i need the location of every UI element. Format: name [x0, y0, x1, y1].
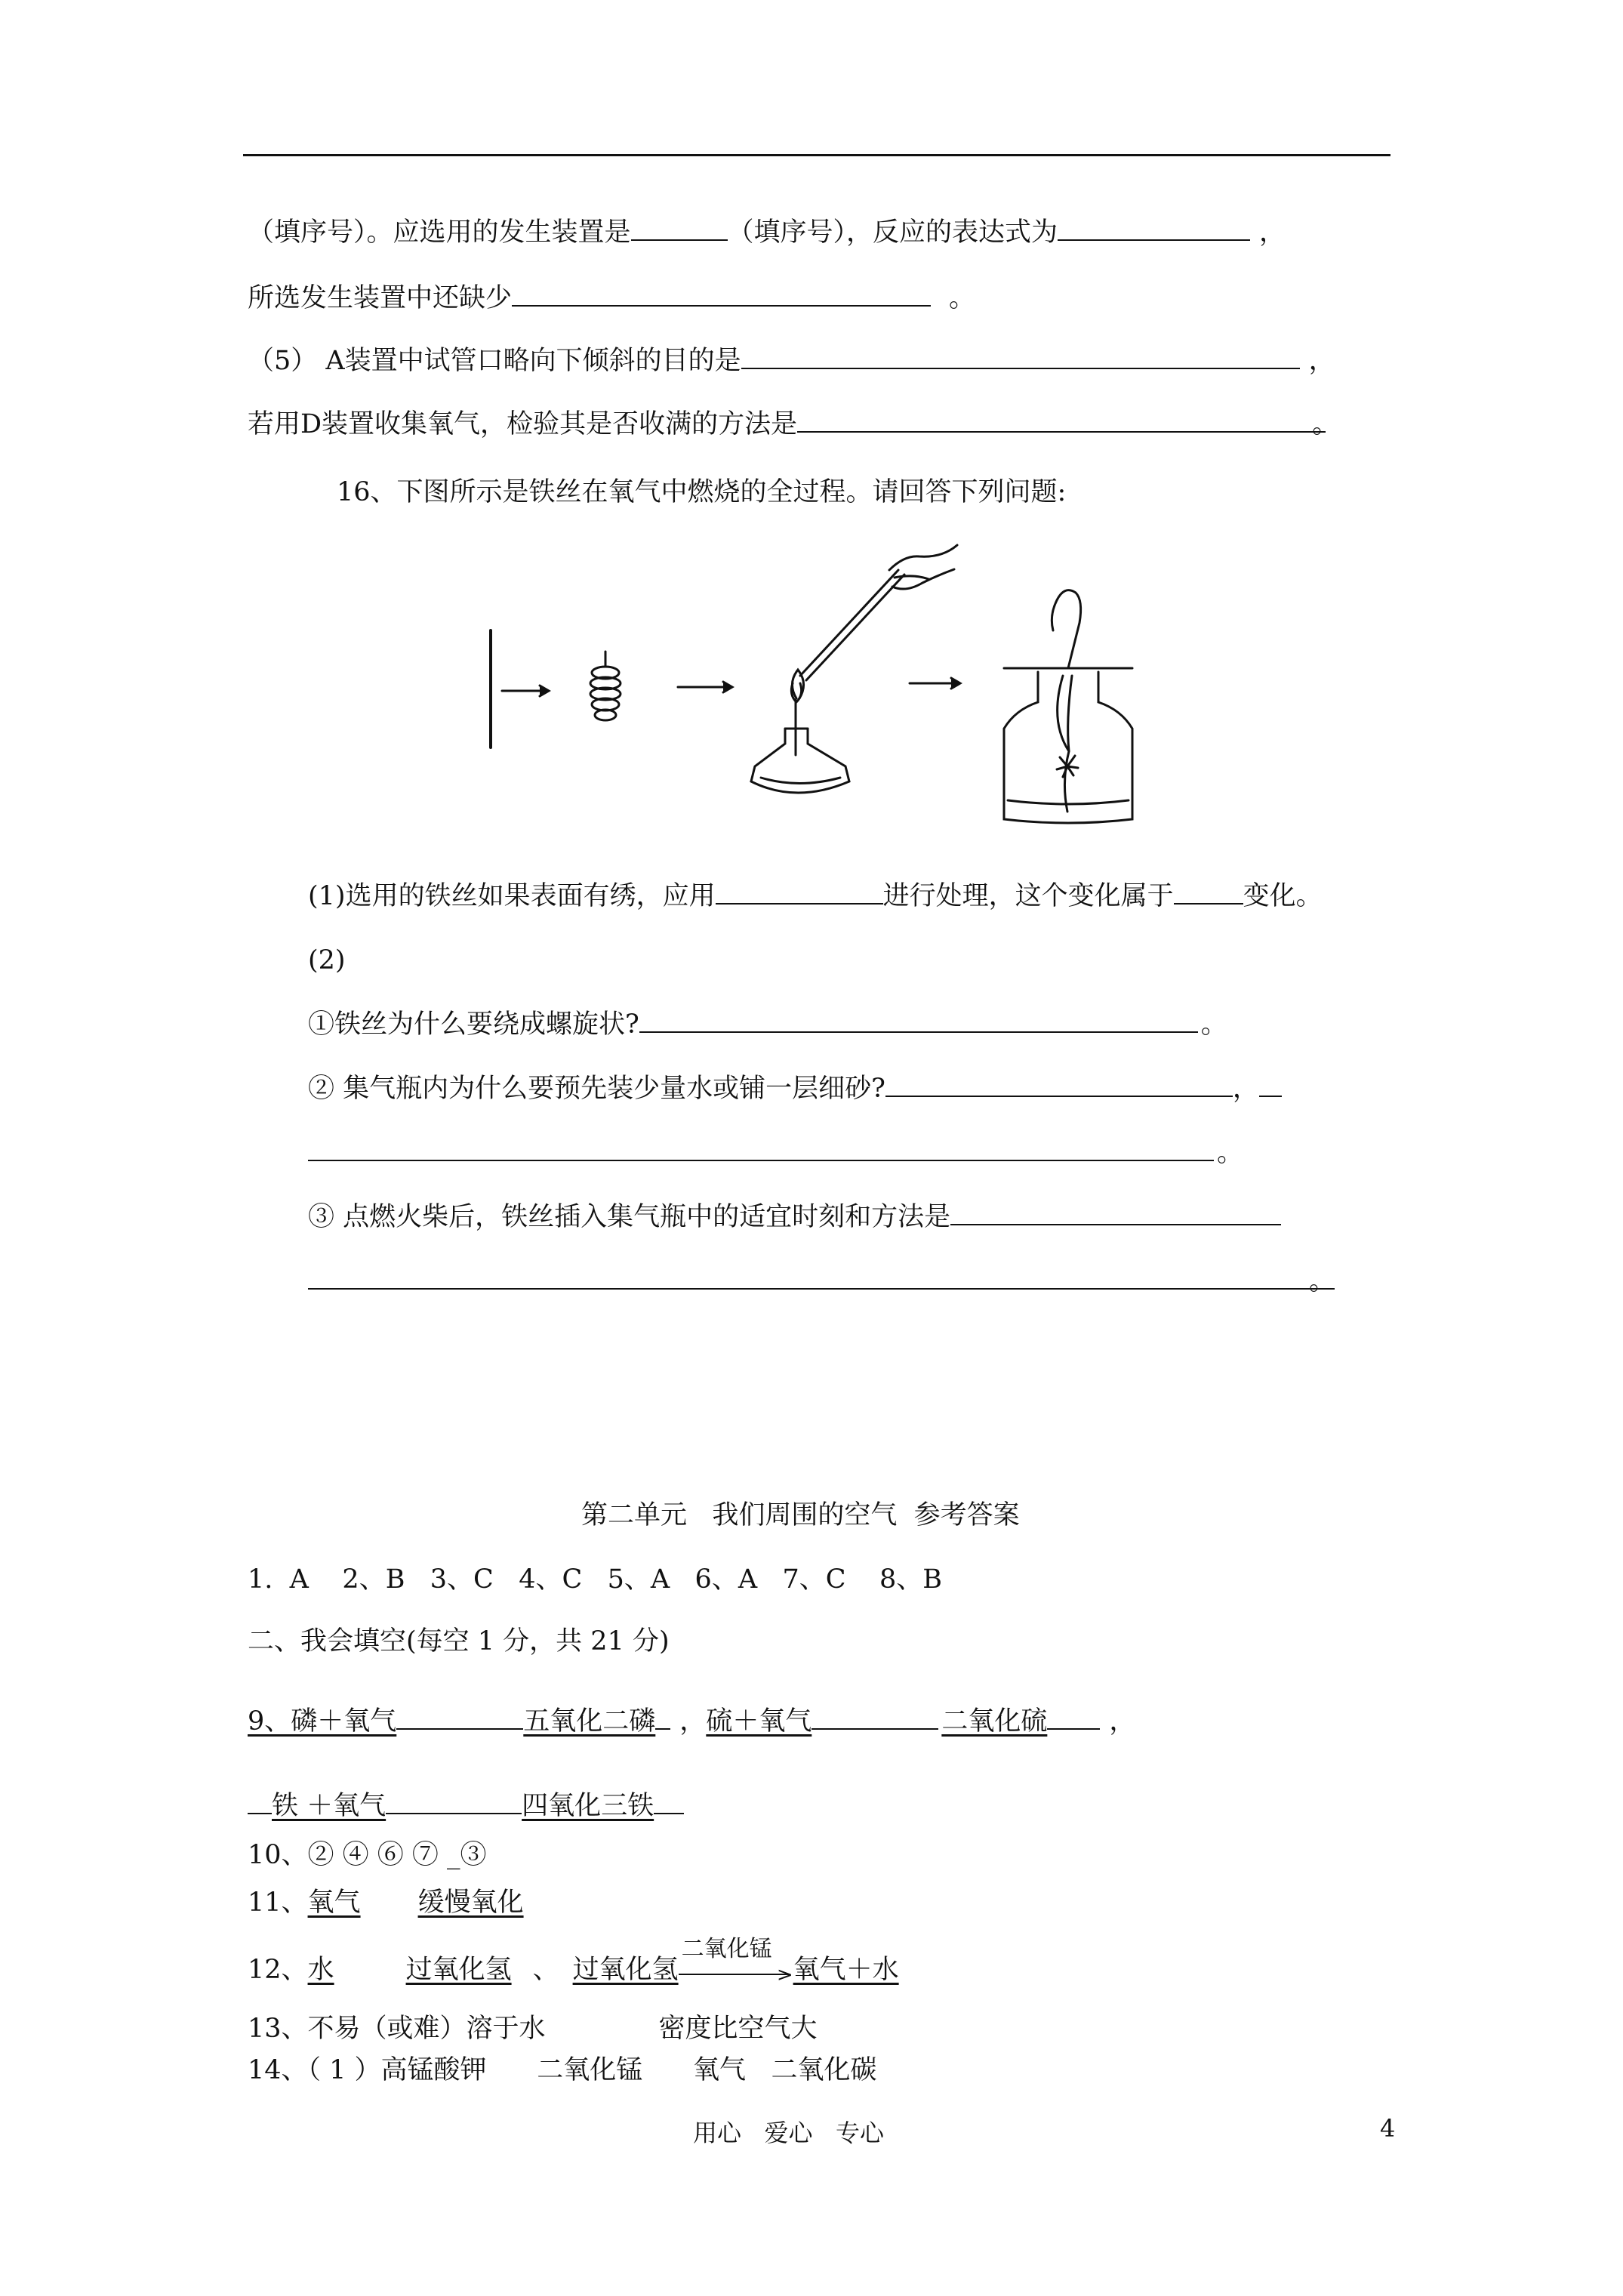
answer-blank	[654, 1790, 684, 1814]
text: 硫＋氧气	[706, 1706, 812, 1737]
q15-line-1	[248, 216, 1286, 249]
text: ，	[1308, 346, 1335, 376]
answer-blank	[655, 1706, 670, 1730]
q16-intro: 16、下图所示是铁丝在氧气中燃烧的全过程。请回答下列问题:	[337, 477, 1067, 507]
text: 若用D装置收集氧气，检验其是否收满的方法是	[248, 409, 798, 439]
answer-blank[interactable]	[885, 1073, 1233, 1097]
answer-blank[interactable]	[1174, 880, 1243, 905]
text: 变化。	[1243, 881, 1323, 911]
text: （填序号）。应选用的发生装置是	[248, 217, 631, 248]
text: 。	[1312, 409, 1339, 439]
text: 氧气	[307, 1888, 361, 1918]
section-2-heading: 二、我会填空(每空 1 分，共 21 分)	[248, 1626, 670, 1657]
answer-blank[interactable]	[631, 217, 728, 241]
arrow-2-head	[723, 682, 732, 692]
text: 密度比空气大	[658, 2014, 818, 2044]
answer-10: 10、② ④ ⑥ ⑦ _③	[248, 1840, 487, 1870]
text: ①铁丝为什么要绕成螺旋状?	[308, 1009, 639, 1040]
answer-blank[interactable]	[308, 1137, 1214, 1161]
text: 。	[1309, 1266, 1336, 1296]
catalyst-label: 二氧化锰	[681, 1936, 772, 1962]
text: 五氧化二磷	[523, 1706, 656, 1737]
q16-part-2: (2)	[308, 945, 346, 975]
answer-blank[interactable]	[1058, 217, 1250, 241]
text: 氧气＋水	[793, 1955, 899, 1985]
answer-blank[interactable]	[639, 1009, 1198, 1033]
text: 11、	[248, 1888, 308, 1918]
q16-part-1	[308, 880, 1323, 913]
arrow-head-icon: >	[776, 1964, 793, 1986]
answer-14: 14、（ 1 ）高锰酸钾 二氧化锰 氧气 二氧化碳	[248, 2055, 877, 2085]
page-number: 4	[1380, 2114, 1396, 2143]
q16-sub-2	[308, 1072, 1282, 1105]
q16-sub-2-cont	[308, 1136, 1243, 1170]
answer-blank	[1047, 1706, 1100, 1730]
answer-blank	[513, 1790, 522, 1814]
text: ，	[1232, 1074, 1259, 1104]
q16-sub-1	[308, 1008, 1227, 1041]
answer-blank	[248, 1790, 272, 1814]
answer-blank[interactable]	[716, 880, 883, 905]
text: ，	[679, 1706, 707, 1737]
text: 四氧化三铁	[522, 1791, 654, 1821]
text: 进行处理，这个变化属于	[882, 881, 1174, 911]
text: (1)选用的铁丝如果表面有绣，应用	[308, 881, 716, 911]
text: 9、磷＋氧气	[248, 1706, 397, 1737]
text: 二氧化硫	[941, 1706, 1048, 1737]
answer-11	[248, 1886, 524, 1919]
answer-13	[248, 2012, 818, 2045]
answer-blank	[812, 1706, 938, 1730]
text: ② 集气瓶内为什么要预先装少量水或铺一层细砂?	[308, 1074, 885, 1104]
answer-blank[interactable]	[1259, 1073, 1282, 1097]
text: ③ 点燃火柴后，铁丝插入集气瓶中的适宜时刻和方法是	[308, 1202, 951, 1232]
text: 、	[532, 1955, 559, 1985]
text: 。	[949, 283, 976, 313]
q15-line-4	[248, 408, 1338, 441]
answer-blank[interactable]	[950, 1201, 1281, 1225]
text: 。	[1200, 1009, 1227, 1040]
q15-line-2	[248, 282, 975, 315]
answer-blank[interactable]	[512, 282, 931, 307]
coiled-iron-wire	[590, 652, 621, 720]
text: 铁 ＋氧气	[272, 1791, 387, 1821]
text: 缓慢氧化	[417, 1888, 524, 1918]
answer-9-line-2	[248, 1789, 684, 1823]
arrow-1-head	[540, 686, 549, 696]
header-rule	[243, 154, 1390, 156]
text: 13、不易（或难）溶于水	[248, 2014, 546, 2044]
text: （填序号），反应的表达式为	[727, 217, 1058, 248]
iron-wire-combustion-figure	[476, 540, 1155, 834]
answer-blank	[396, 1706, 523, 1730]
reaction-arrow	[679, 1936, 793, 1986]
answer-9-line-1	[248, 1705, 1135, 1738]
q16-sub-3	[308, 1200, 1281, 1234]
arrow-shaft	[679, 1974, 789, 1975]
q15-line-3	[248, 344, 1335, 378]
text: ，	[1109, 1706, 1136, 1737]
text: 12、	[248, 1955, 308, 1985]
answer-blank[interactable]	[797, 408, 1326, 433]
text: （5） A装置中试管口略向下倾斜的目的是	[248, 346, 741, 376]
text: ，	[1259, 217, 1286, 248]
gas-collecting-bottle	[1004, 590, 1132, 823]
answer-blank[interactable]	[741, 345, 1300, 369]
answer-key-title: 第二单元 我们周围的空气 参考答案	[581, 1500, 1020, 1530]
text: 。	[1217, 1138, 1244, 1168]
text: 水	[307, 1955, 334, 1985]
tongs-and-hand	[791, 545, 957, 702]
answer-1-8: 1. A 2、B 3、C 4、C 5、A 6、A 7、C 8、B	[248, 1564, 943, 1595]
answer-12	[248, 1936, 899, 1986]
text: 所选发生装置中还缺少	[248, 283, 513, 313]
footer-motto: 用心 爱心 专心	[693, 2119, 885, 2147]
text: 过氧化氢	[405, 1955, 512, 1985]
answer-blank[interactable]	[308, 1265, 1335, 1290]
arrow-3-head	[951, 678, 960, 689]
answer-blank	[386, 1790, 513, 1814]
q16-sub-3-cont	[308, 1265, 1335, 1298]
text: 过氧化氢	[572, 1955, 679, 1985]
